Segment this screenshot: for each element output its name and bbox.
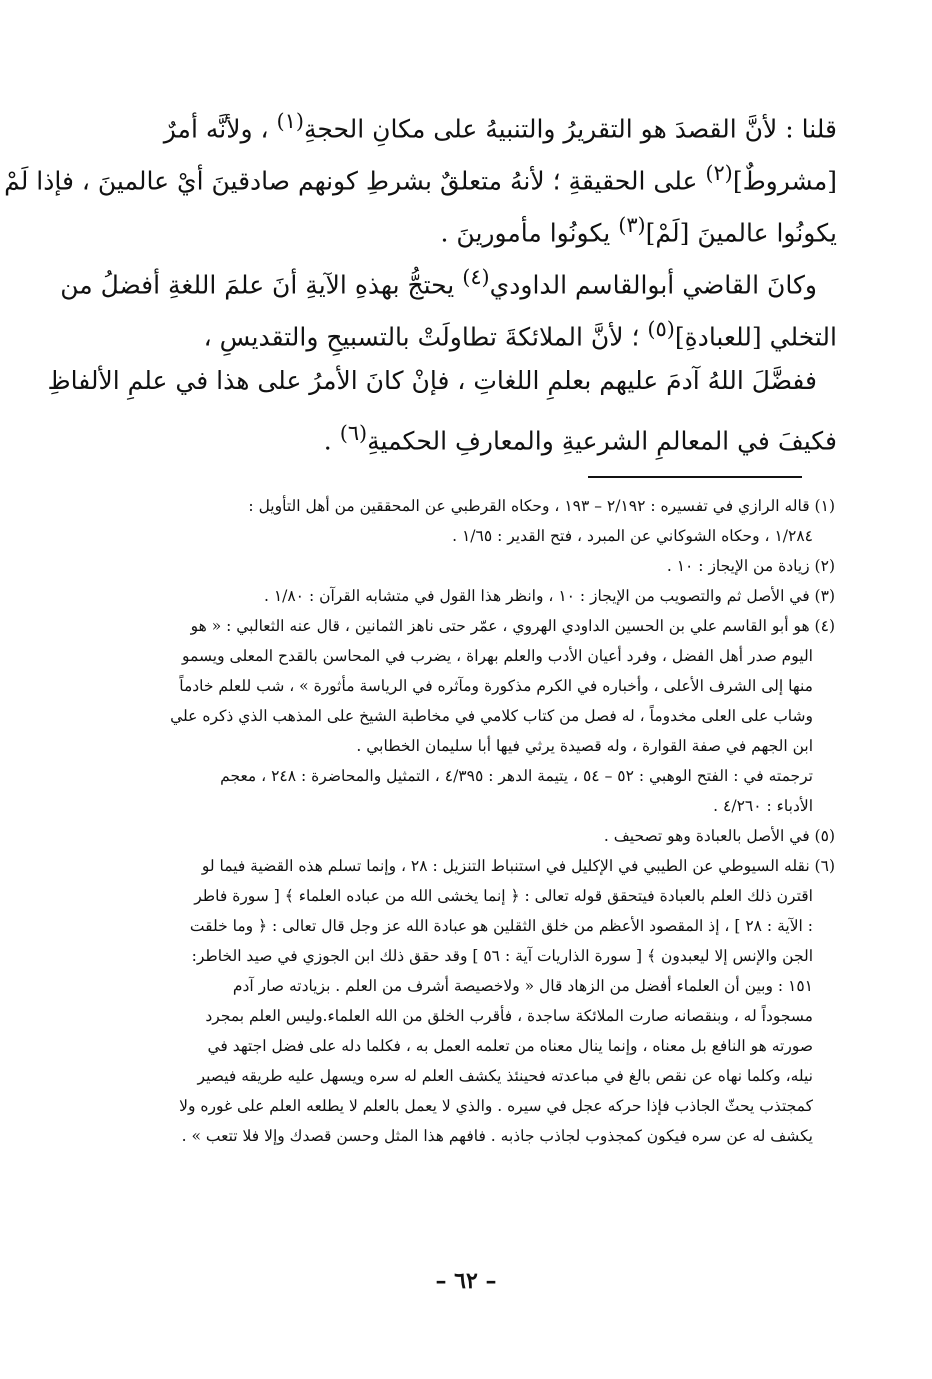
footnote-line: (٣) في الأصل ثم والتصويب من الإيجاز : ١٠ ، وانظر هذا القول في متشابه القرآن : ١/٨٠ . (263, 587, 835, 605)
main-body-text (4, 95, 837, 459)
body-line: [مشروطٌ]$^{(٢)}$ على الحقيقةِ ؛ لأنهُ متعلقٌ بشرطِ كونهم صادقينَ أيْ عالمينَ ، فإذا لَمْ (4, 161, 837, 196)
footnote-line: ترجمته في : الفتح الوهبي : ٥٢ – ٥٤ ، يتيمة الدهر : ٤/٣٩٥ ، التمثيل والمحاضرة : ٢٤٨ ، معجم (220, 767, 813, 785)
footnote-line: كمجتذب يحثّ الجاذب فإذا حركه عجل في سيره . والذي لا يعمل بالعلم لا يطلعه العلم على غوره ولا (179, 1097, 813, 1115)
footnote-line: (٤) هو أبو القاسم علي بن الحسين الداودي الهروي ، عمّر حتى ناهز الثمانين ، قال عنه الثعالبي : « هو (190, 617, 835, 635)
footnote-separator (588, 476, 802, 478)
footnote-line: (١) قاله الرازي في تفسيره : ٢/١٩٢ – ١٩٣ ، وحكاه القرطبي عن المحققين من أهل التأويل : (248, 497, 835, 515)
footnote-line: يكشف له عن سره فيكون كمجذوب لجاذب جاذبه . فافهم هذا المثل وحسن قصدك وإلا فلا تتعب » . (181, 1127, 813, 1145)
footnotes (95, 491, 835, 1151)
footnote-line: نيله، وكلما نهاه عن نقص بالغ في مباعدته فحينئذ يكشف العلم له سره ويسهل عليه طريقه فيصير (197, 1067, 813, 1085)
footnote-line: ١/٢٨٤ ، وحكاه الشوكاني عن المبرد ، فتح القدير : ١/٦٥ . (452, 527, 813, 545)
body-line: قلنا : لأنَّ القصدَ هو التقريرُ والتنبيهُ على مكانِ الحجةِ$^{(١)}$ ، ولأنَّه أمرٌ (163, 109, 837, 144)
footnote-line: ابن الجهم في صفة القوارة ، وله قصيدة يرثي فيها أبا سليمان الخطابي . (356, 737, 813, 755)
footnote-line: (٥) في الأصل بالعبادة وهو تصحيف . (603, 827, 835, 845)
footnote-line: : الآية : ٢٨ ] ، إذ المقصود الأعظم من خلق الثقلين هو عبادة الله عز وجل قال تعالى : ﴿ وما خلقت (189, 917, 813, 935)
footnote-line: (٢) زيادة من الإيجاز : ١٠ . (666, 557, 835, 575)
footnote-line: اقترن ذلك العلم بالعبادة فيتحقق قوله تعالى : ﴿ إنما يخشى الله من عباده العلماء ﴾ [ سورة فاطر (194, 887, 813, 905)
body-line: وكانَ القاضي أبوالقاسم الداودي$^{(٤)}$ يحتجُّ بهذهِ الآيةِ أنَ علمَ اللغةِ أفضلُ من (60, 265, 817, 300)
footnote-line: صورته هو النافع بل معناه ، وإنما ينال معناه من تعلمه العمل به ، فكلما دله على فضل اجتهد في (207, 1037, 813, 1055)
footnote-line: منها إلى الشرف الأعلى ، وأخباره في الكرم مذكورة ومآثره في الرياسة مأثورة » ، شب للعلم خادماً (179, 677, 813, 695)
footnote-line: (٦) نقله السيوطي عن الطيبي في الإكليل في استنباط التنزيل : ٢٨ ، وإنما تسلم هذه القضية فيما لو (201, 857, 835, 875)
body-line: يكونُوا عالمينَ [لَمْ]$^{(٣)}$ يكونُوا مأمورينَ . (440, 213, 837, 248)
footnote-line: وشاب على العلى مخدوماً ، له فصل من كتاب كلامي في مخاطبة الشيخ على المذهب الذي ذكره علي (170, 707, 813, 725)
footnote-line: الجن والإنس إلا ليعبدون ﴾ [ سورة الذاريات آية : ٥٦ ] وقد حقق ذلك ابن الجوزي في صيد الخاطر: (191, 947, 813, 965)
footnote-line: اليوم صدر أهل الفضل ، وفرد أعيان الأدب والعلم بهراة ، يضرب في المحاسن بالقدح المعلى ويسمو (182, 647, 813, 665)
footnote-line: الأدباء : ٤/٢٦٠ . (713, 797, 813, 815)
footnote-line: ١٥١ : وبين أن العلماء أفضل من الزهاد قال « ولاخصيصة أشرف من العلم . بزيادته صار آدم (232, 977, 813, 995)
footnote-line: مسجوداً له ، وبنقصانه صارت الملائكة ساجدة ، فأقرب الخلق من الله العلماء.وليس العلم بمجرد (205, 1007, 813, 1025)
body-line: فكيفَ في المعالمِ الشرعيةِ والمعارفِ الحكميةِ$^{(٦)}$ . (323, 421, 837, 456)
body-line: ففضَّلَ اللهُ آدمَ عليهم بعلمِ اللغاتِ ، فإنْ كانَ الأمرُ على هذا في علمِ الألفاظِ (47, 366, 817, 395)
page-number: – ٦٢ – (435, 1268, 497, 1294)
body-line: التخلي [للعبادةِ]$^{(٥)}$ ؛ لأنَّ الملائكةَ تطاولَتْ بالتسبيحِ والتقديسِ ، (203, 317, 837, 352)
